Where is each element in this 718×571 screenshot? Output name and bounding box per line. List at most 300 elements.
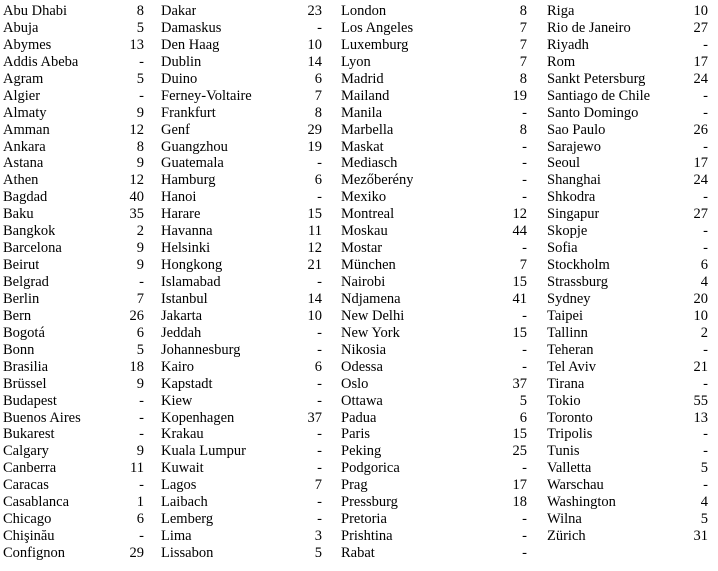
table-row <box>341 477 527 494</box>
city-name: Dakar <box>161 3 197 19</box>
city-count: 7 <box>136 290 144 307</box>
city-count: - <box>522 511 527 528</box>
table-row <box>3 37 144 54</box>
city-count: 8 <box>136 138 144 155</box>
table-row <box>341 20 527 37</box>
table-row <box>547 3 708 20</box>
table-row <box>161 511 322 528</box>
city-count: - <box>522 189 527 206</box>
city-count: 21 <box>693 358 708 375</box>
city-count: 18 <box>129 358 144 375</box>
city-name: Frankfurt <box>161 104 216 121</box>
city-count: - <box>317 375 322 392</box>
table-row <box>547 426 708 443</box>
table-row <box>341 308 527 325</box>
city-count: - <box>522 104 527 121</box>
city-count: 40 <box>129 189 144 206</box>
city-name: Prishtina <box>341 528 393 545</box>
city-count: 14 <box>307 290 322 307</box>
city-count: 10 <box>693 307 708 324</box>
city-count: - <box>139 528 144 545</box>
city-name: Caracas <box>3 477 49 494</box>
table-row <box>161 494 322 511</box>
table-row <box>547 223 708 240</box>
city-count: 4 <box>700 494 708 511</box>
city-name: Valletta <box>547 460 592 477</box>
city-name: Duino <box>161 70 198 87</box>
city-name: Harare <box>161 206 201 223</box>
city-count: 37 <box>512 375 527 392</box>
city-column-2 <box>161 3 322 562</box>
city-count: - <box>703 443 708 460</box>
city-count: 20 <box>693 290 708 307</box>
city-name: Shanghai <box>547 172 601 189</box>
city-count: - <box>703 223 708 240</box>
table-row <box>161 426 322 443</box>
table-row <box>3 477 144 494</box>
table-row <box>3 88 144 105</box>
city-count: - <box>139 426 144 443</box>
table-row <box>547 460 708 477</box>
city-name: Brüssel <box>3 375 47 392</box>
table-row <box>547 494 708 511</box>
table-row <box>3 443 144 460</box>
table-row <box>161 545 322 562</box>
city-name: Zürich <box>547 528 586 545</box>
city-name: Algier <box>3 87 41 104</box>
city-name: Tripolis <box>547 426 593 443</box>
city-count: 17 <box>693 53 708 70</box>
table-row <box>341 71 527 88</box>
table-row <box>341 88 527 105</box>
table-row <box>161 274 322 291</box>
city-count: - <box>317 324 322 341</box>
city-count: 10 <box>307 36 322 53</box>
city-name: Mailand <box>341 87 390 104</box>
city-name: Shkodra <box>547 189 596 206</box>
city-count: - <box>139 274 144 290</box>
table-row <box>161 376 322 393</box>
city-name: Almaty <box>3 104 47 121</box>
city-count: 13 <box>693 409 708 426</box>
city-count: 6 <box>700 257 708 274</box>
city-name: Kopenhagen <box>161 409 235 426</box>
table-row <box>547 122 708 139</box>
city-name: Prag <box>341 477 368 494</box>
city-count: 15 <box>512 274 527 290</box>
city-name: Kuala Lumpur <box>161 443 246 460</box>
city-count: 11 <box>130 460 144 477</box>
city-name: Islamabad <box>161 274 221 290</box>
city-count: 9 <box>136 104 144 121</box>
city-name: Baku <box>3 206 34 223</box>
city-name: Riyadh <box>547 36 589 53</box>
city-count: 41 <box>512 290 527 307</box>
table-row <box>341 206 527 223</box>
table-row <box>547 393 708 410</box>
city-name: Podgorica <box>341 460 400 477</box>
table-row <box>161 3 322 20</box>
table-row <box>3 545 144 562</box>
city-name: Bagdad <box>3 189 48 206</box>
city-name: Bern <box>3 307 32 324</box>
city-name: Kuwait <box>161 460 204 477</box>
table-row <box>3 511 144 528</box>
table-row <box>161 393 322 410</box>
city-name: Skopje <box>547 223 588 240</box>
city-count: 5 <box>136 341 144 358</box>
city-name: Toronto <box>547 409 593 426</box>
city-name: Jakarta <box>161 307 203 324</box>
table-row <box>547 257 708 274</box>
city-name: Rabat <box>341 545 375 561</box>
city-count: - <box>703 138 708 155</box>
city-count: 4 <box>700 274 708 290</box>
table-row <box>547 342 708 359</box>
table-row <box>547 308 708 325</box>
city-count: - <box>317 155 322 172</box>
city-name: Pretoria <box>341 511 387 528</box>
city-name: Guatemala <box>161 155 224 172</box>
city-name: Agram <box>3 70 44 87</box>
table-row <box>3 325 144 342</box>
city-count: 2 <box>700 324 708 341</box>
city-count: - <box>139 53 144 70</box>
city-count: 27 <box>693 206 708 223</box>
city-count: 12 <box>512 206 527 223</box>
table-row <box>547 189 708 206</box>
city-count: - <box>139 87 144 104</box>
city-name: Tallinn <box>547 324 588 341</box>
table-row <box>3 308 144 325</box>
city-name: Moskau <box>341 223 388 240</box>
city-count: 29 <box>307 121 322 138</box>
city-count: 9 <box>136 375 144 392</box>
city-count: 37 <box>307 409 322 426</box>
city-name: Paris <box>341 426 370 443</box>
city-name: Canberra <box>3 460 57 477</box>
city-name: Calgary <box>3 443 49 460</box>
city-name: Lima <box>161 528 192 545</box>
table-row <box>3 172 144 189</box>
table-row <box>3 426 144 443</box>
city-count: 9 <box>136 257 144 274</box>
table-row <box>341 274 527 291</box>
table-row <box>547 54 708 71</box>
city-count: 27 <box>693 19 708 36</box>
city-name: Padua <box>341 409 377 426</box>
city-count: 5 <box>700 460 708 477</box>
city-name: Astana <box>3 155 44 172</box>
table-row <box>341 359 527 376</box>
city-count: - <box>139 477 144 494</box>
table-row <box>161 88 322 105</box>
table-row <box>161 240 322 257</box>
city-name: Lemberg <box>161 511 214 528</box>
city-count: - <box>317 189 322 206</box>
city-name: Montreal <box>341 206 395 223</box>
table-row <box>161 139 322 156</box>
table-row <box>161 460 322 477</box>
city-count: 13 <box>129 36 144 53</box>
city-count: 8 <box>519 3 527 19</box>
city-count: 6 <box>314 358 322 375</box>
city-count: 23 <box>307 3 322 19</box>
city-name: Teheran <box>547 341 594 358</box>
city-count: 1 <box>136 494 144 511</box>
table-row <box>3 3 144 20</box>
city-name: Luxemburg <box>341 36 409 53</box>
city-name: Seoul <box>547 155 581 172</box>
city-count: - <box>317 341 322 358</box>
table-row <box>3 359 144 376</box>
city-count: - <box>317 392 322 409</box>
city-count: - <box>703 375 708 392</box>
city-name: Strassburg <box>547 274 608 290</box>
city-name: Genf <box>161 121 190 138</box>
city-count: 5 <box>314 545 322 561</box>
city-name: Amman <box>3 121 50 138</box>
city-name: Beirut <box>3 257 40 274</box>
city-name: Maskat <box>341 138 384 155</box>
table-row <box>3 105 144 122</box>
city-count: - <box>703 104 708 121</box>
city-count: 8 <box>314 104 322 121</box>
table-row <box>161 291 322 308</box>
table-row <box>341 426 527 443</box>
city-count: 8 <box>136 3 144 19</box>
city-count: 6 <box>314 70 322 87</box>
city-name: Abymes <box>3 36 52 53</box>
city-count: - <box>139 392 144 409</box>
city-name: Peking <box>341 443 382 460</box>
table-row <box>341 223 527 240</box>
table-row <box>341 172 527 189</box>
table-row <box>3 274 144 291</box>
city-count: - <box>703 426 708 443</box>
city-count: - <box>522 341 527 358</box>
city-name: Ankara <box>3 138 46 155</box>
city-name: Hongkong <box>161 257 223 274</box>
city-name: Dublin <box>161 53 202 70</box>
city-count: 14 <box>307 53 322 70</box>
table-row <box>547 410 708 427</box>
city-name: Santo Domingo <box>547 104 639 121</box>
table-row <box>3 376 144 393</box>
city-count: - <box>522 307 527 324</box>
table-row <box>3 257 144 274</box>
city-name: Kiew <box>161 392 193 409</box>
table-row <box>341 105 527 122</box>
city-count: - <box>703 36 708 53</box>
city-name: Wilna <box>547 511 582 528</box>
table-row <box>341 155 527 172</box>
city-count: 12 <box>129 172 144 189</box>
table-row <box>547 376 708 393</box>
city-name: Taipei <box>547 307 584 324</box>
table-row <box>341 122 527 139</box>
table-row <box>547 88 708 105</box>
city-count: 9 <box>136 155 144 172</box>
table-row <box>341 240 527 257</box>
city-count: 7 <box>314 477 322 494</box>
city-name: Jeddah <box>161 324 202 341</box>
city-count: 26 <box>693 121 708 138</box>
city-count: 8 <box>519 121 527 138</box>
table-row <box>341 376 527 393</box>
city-count: - <box>139 409 144 426</box>
city-count: 29 <box>129 545 144 561</box>
table-row <box>341 410 527 427</box>
table-row <box>161 223 322 240</box>
city-count: - <box>703 240 708 257</box>
table-row <box>547 511 708 528</box>
table-row <box>161 410 322 427</box>
table-row <box>341 545 527 562</box>
city-count: - <box>703 87 708 104</box>
city-count: - <box>317 460 322 477</box>
city-count: 10 <box>307 307 322 324</box>
table-row <box>341 189 527 206</box>
table-row <box>161 37 322 54</box>
table-row <box>547 155 708 172</box>
city-name: Pressburg <box>341 494 398 511</box>
city-name: Bangkok <box>3 223 56 240</box>
table-row <box>341 325 527 342</box>
table-row <box>341 528 527 545</box>
city-name: Mostar <box>341 240 383 257</box>
city-name: Los Angeles <box>341 19 414 36</box>
table-row <box>547 139 708 156</box>
city-name: New York <box>341 324 400 341</box>
city-count: - <box>522 240 527 257</box>
table-row <box>161 325 322 342</box>
city-count: - <box>317 494 322 511</box>
city-name: Istanbul <box>161 290 208 307</box>
table-row <box>547 325 708 342</box>
city-name: Santiago de Chile <box>547 87 651 104</box>
city-count: 6 <box>519 409 527 426</box>
city-name: Berlin <box>3 290 40 307</box>
city-count: 5 <box>700 511 708 528</box>
city-name: Ferney-Voltaire <box>161 87 252 104</box>
city-column-3 <box>341 3 527 562</box>
table-row <box>3 291 144 308</box>
city-count: 55 <box>693 392 708 409</box>
city-name: Abu Dhabi <box>3 3 68 19</box>
city-name: Addis Abeba <box>3 53 79 70</box>
city-count: 5 <box>519 392 527 409</box>
city-count: 12 <box>129 121 144 138</box>
table-row <box>547 291 708 308</box>
city-count: 18 <box>512 494 527 511</box>
city-count: 11 <box>308 223 322 240</box>
city-count: - <box>522 460 527 477</box>
city-name: Barcelona <box>3 240 62 257</box>
table-row <box>341 291 527 308</box>
city-count: - <box>317 426 322 443</box>
city-count: - <box>522 528 527 545</box>
city-name: Chicago <box>3 511 52 528</box>
city-name: Madrid <box>341 70 384 87</box>
table-row <box>3 494 144 511</box>
city-name: Casablanca <box>3 494 70 511</box>
city-name: Den Haag <box>161 36 220 53</box>
table-row <box>161 54 322 71</box>
table-row <box>3 206 144 223</box>
city-count: 44 <box>512 223 527 240</box>
city-name: Havanna <box>161 223 213 240</box>
table-row <box>547 71 708 88</box>
city-count: 7 <box>519 36 527 53</box>
city-count: 12 <box>307 240 322 257</box>
city-name: Sofia <box>547 240 578 257</box>
city-column-4 <box>547 3 708 545</box>
table-row <box>341 511 527 528</box>
city-count: 6 <box>136 511 144 528</box>
city-name: Tokio <box>547 392 581 409</box>
table-row <box>341 3 527 20</box>
table-row <box>3 155 144 172</box>
table-row <box>547 477 708 494</box>
city-count: - <box>317 443 322 460</box>
table-row <box>161 528 322 545</box>
city-count: 26 <box>129 307 144 324</box>
table-row <box>3 410 144 427</box>
city-name: Manila <box>341 104 383 121</box>
table-row <box>161 20 322 37</box>
table-row <box>161 308 322 325</box>
table-row <box>547 528 708 545</box>
table-row <box>3 240 144 257</box>
table-row <box>3 223 144 240</box>
city-name: Tunis <box>547 443 580 460</box>
city-name: Rio de Janeiro <box>547 19 631 36</box>
table-row <box>547 105 708 122</box>
table-row <box>547 20 708 37</box>
table-row <box>3 528 144 545</box>
city-count: 5 <box>136 70 144 87</box>
city-count: 15 <box>307 206 322 223</box>
city-name: Ottawa <box>341 392 383 409</box>
city-name: Washington <box>547 494 616 511</box>
city-name: Confignon <box>3 545 66 561</box>
table-row <box>161 105 322 122</box>
city-name: Bukarest <box>3 426 55 443</box>
table-row <box>547 206 708 223</box>
city-count: 7 <box>519 19 527 36</box>
city-name: Lagos <box>161 477 197 494</box>
city-name: Mexiko <box>341 189 387 206</box>
city-name: Johannesburg <box>161 341 241 358</box>
table-row <box>161 206 322 223</box>
city-count: 35 <box>129 206 144 223</box>
table-row <box>161 189 322 206</box>
city-count: - <box>522 545 527 561</box>
city-name: Athen <box>3 172 39 189</box>
city-name: Buenos Aires <box>3 409 81 426</box>
table-row <box>3 393 144 410</box>
city-count: 24 <box>693 172 708 189</box>
table-row <box>341 443 527 460</box>
city-count: - <box>317 511 322 528</box>
city-count: - <box>703 189 708 206</box>
city-name: Bogotá <box>3 324 45 341</box>
city-count: 19 <box>512 87 527 104</box>
city-name: Abuja <box>3 19 39 36</box>
table-row <box>3 71 144 88</box>
city-count: 9 <box>136 443 144 460</box>
